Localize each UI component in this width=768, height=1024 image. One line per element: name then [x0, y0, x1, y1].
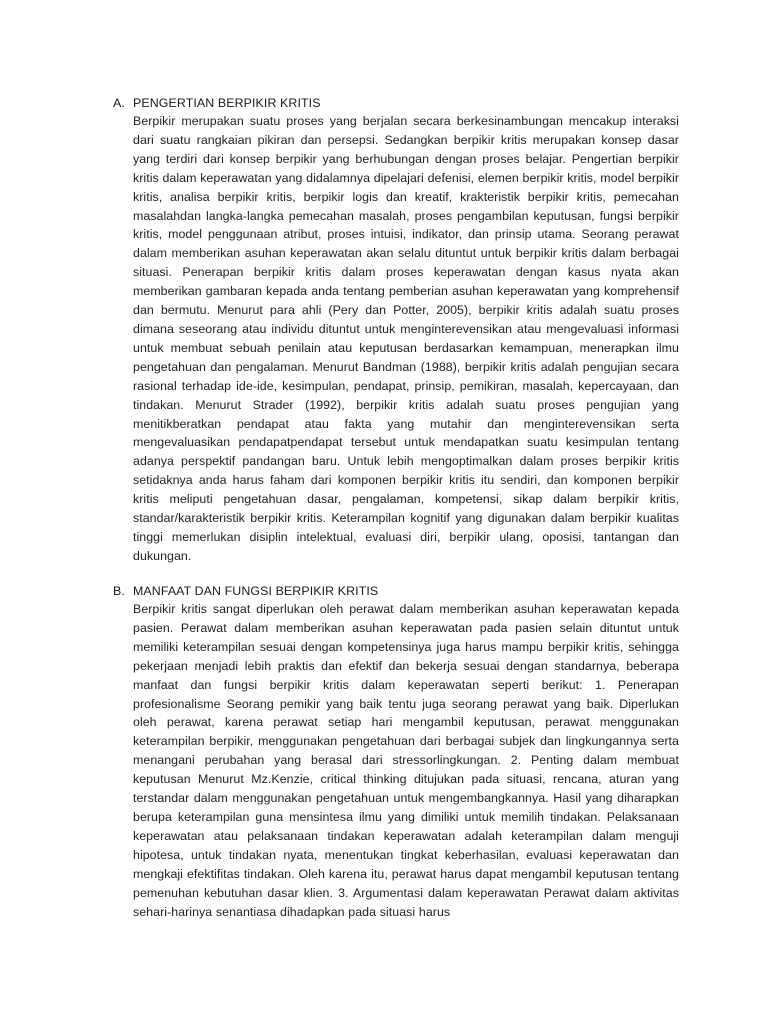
section-title: PENGERTIAN BERPIKIR KRITIS — [133, 96, 321, 110]
section-letter: A. — [113, 96, 125, 110]
section-body: Berpikir kritis sangat diperlukan oleh perawat dalam memberikan asuhan keperawatan kepada pasien. Perawat dalam memberikan asuhan keperawatan pada pasien selain dituntut untuk memiliki keterampilan sesuai dengan kompetensinya juga harus mampu berpikir kritis, sehingga pekerjaan menjadi lebih praktis dan efektif dan bekerja sesuai dengan standarnya, beberapa manfaat dan fungsi berpikir kritis dalam keperawatan seperti berikut: 1. Penerapan profesionalisme Seorang pemikir yang baik tentu juga seorang perawat yang baik. Diperlukan oleh perawat, karena perawat setiap hari mengambil keputusan, perawat menggunakan keterampilan berpikir, menggunakan pengetahuan dari berbagai subjek dan lingkungannya serta menangani perubahan yang berasal dari stressorlingkungan. 2. Penting dalam membuat keputusan Menurut Mz.Kenzie, critical thinking ditujukan pada situasi, rencana, aturan yang terstandar dalam menggunakan pengetahuan untuk mengembangkannya. Hasil yang diharapkan berupa keterampilan guna mensintesa ilmu yang dimiliki untuk memilih tindakan. Pelaksanaan keperawatan atau pelaksanaan tindakan keperawatan adalah keterampilan dalam menguji hipotesa, untuk tindakan nyata, menentukan tingkat keberhasilan, evaluasi keperawatan dan mengkaji efektifitas tindakan. Oleh karena itu, perawat harus dapat mengambil keputusan tentang pemenuhan kebutuhan dasar klien. 3. Argumentasi dalam keperawatan Perawat dalam aktivitas sehari-harinya senantiasa dihadapkan pada situasi harus — [133, 602, 679, 919]
section-pengertian — [113, 94, 679, 566]
section-heading — [113, 94, 679, 112]
section-letter: B. — [113, 584, 125, 598]
section-manfaat-fungsi — [113, 582, 679, 921]
section-title: MANFAAT DAN FUNGSI BERPIKIR KRITIS — [133, 584, 379, 598]
section-body: Berpikir merupakan suatu proses yang berjalan secara berkesinambungan mencakup interaksi dari suatu rangkaian pikiran dan persepsi. Sedangkan berpikir kritis merupakan konsep dasar yang terdiri dari konsep berpikir yang berhubungan dengan proses belajar. Pengertian berpikir kritis dalam keperawatan yang didalamnya dipelajari defenisi, elemen berpikir kritis, model berpikir kritis, analisa berpikir kritis, berpikir logis dan kreatif, krakteristik berpikir kritis, pemecahan masalahdan langka-langka pemecahan masalah, proses pengambilan keputusan, fungsi berpikir kritis, model penggunaan atribut, proses intuisi, indikator, dan prinsip utama. Seorang perawat dalam memberikan asuhan keperawatan akan selalu dituntut untuk berpikir kritis dalam berbagai situasi. Penerapan berpikir kritis dalam proses keperawatan dengan kasus nyata akan memberikan gambaran kepada anda tentang pemberian asuhan keperawatan yang komprehensif dan bermutu. Menurut para ahli (Pery dan Potter, 2005), berpikir kritis adalah suatu proses dimana seseorang atau individu dituntut untuk menginterevensikan atau mengevaluasi informasi untuk membuat sebuah penilain atau keputusan berdasarkan kemampuan, menerapkan ilmu pengetahuan dan pengalaman. Menurut Bandman (1988), berpikir kritis adalah pengujian secara rasional terhadap ide-ide, kesimpulan, pendapat, prinsip, pemikiran, masalah, kepercayaan, dan tindakan. Menurut Strader (1992), berpikir kritis adalah suatu proses pengujian yang menitikberatkan pendapat atau fakta yang mutahir dan menginterevensikan serta mengevaluasikan pendapatpendapat tersebut untuk mendapatkan suatu kesimpulan tentang adanya perspektif pandangan baru. Untuk lebih mengoptimalkan dalam proses berpikir kritis setidaknya anda harus faham dari komponen berpikir kritis itu sendiri, dan komponen berpikir kritis meliputi pengetahuan dasar, pengalaman, kompetensi, sikap dalam berpikir kritis, standar/karakteristik berpikir kritis. Keterampilan kognitif yang digunakan dalam berpikir kualitas tinggi memerlukan disiplin intelektual, evaluasi diri, berpikir ulang, oposisi, tantangan dan dukungan. — [133, 114, 679, 563]
section-heading — [113, 582, 679, 600]
